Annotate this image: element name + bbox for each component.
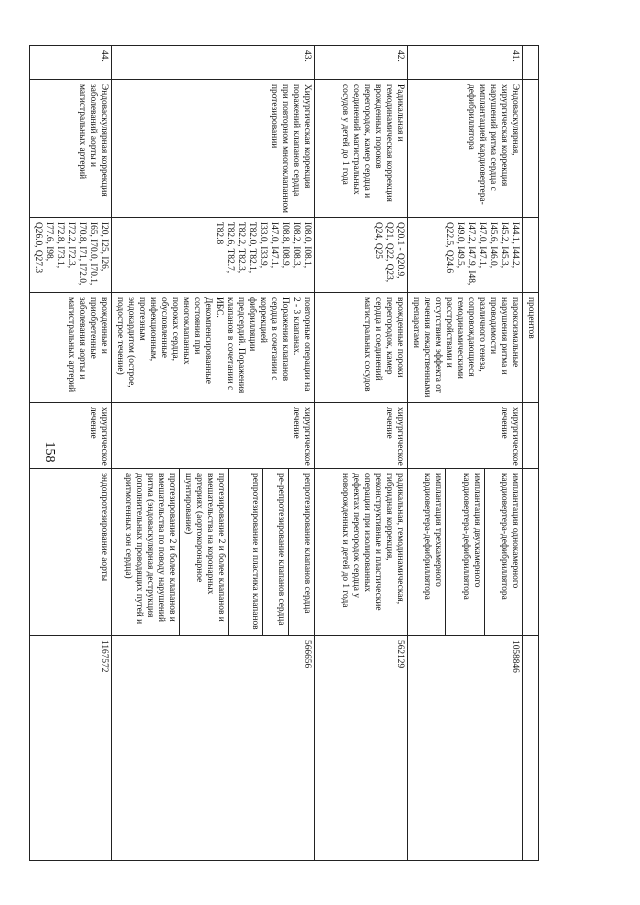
procedures-table xyxy=(29,45,539,861)
row-number: 41. xyxy=(408,46,523,80)
cost-value: 562129 xyxy=(315,636,408,861)
icd-codes: I20, I25, I26, I65, I70.0, I70.1, I70.8, I71, I72.0, I72.2, I72.3, I72.8, I73.1, I77.6, I98, Q26.0, Q27.3 xyxy=(30,218,112,293)
method-item: радикальная, гемодинамическая, гибридная коррекция, реконструктивные и пластические операции при изолированных дефектах перегородок сердца у новорожденных и детей до 1 года xyxy=(340,473,405,611)
method-item: протезирование 2 и более клапанов и вмешательства по поводу нарушений ритма (эндоваскулярная деструкция дополнительных проводящих путей и аритмогенных зон сердца) xyxy=(112,469,180,635)
procedure-name: Хирургическая коррекция поражений клапанов сердца при повторном многоклапанном протезировании xyxy=(112,80,315,218)
icd-codes: I08.0, I08.1, I08.2, I08.3, I08.8, I08.9, I47.0, I47.1, I33.0, I33.9, T82.0, T82.1, T82.2, T82.3, T82.6, T82.7, T82.8 xyxy=(112,218,315,293)
table-row xyxy=(315,46,408,861)
header-cell-diagnosis xyxy=(523,293,539,403)
method-item: репротезирование клапанов сердца xyxy=(302,473,312,614)
header-cell-empty xyxy=(523,469,539,636)
method-item: репротезирование и пластика клапанов xyxy=(229,469,262,635)
procedure-name: Эндоваскулярная, хирургическая коррекция нарушений ритма сердца с имплантацией кардиовертера-дефибриллятора xyxy=(408,80,523,218)
diagnosis: повторные операции на 2 - 3 клапанах. Поражения клапанов сердца в сочетании с коррекцией фибрилляции предсердий. Поражения клапанов в сочетании с ИБС. Декомпенсированные состояния при многоклапанных пороках сердца, обусловленные инфекционным, протезным эндокардитом (острое, подострое течение) xyxy=(112,293,315,403)
row-number: 42. xyxy=(315,46,408,80)
procedure-name: Радикальная и гемодинамическая коррекция врожденных пороков перегородок, камер сердца и соединений магистральных сосудов у детей до 1 года xyxy=(315,80,408,218)
cost-value: 1058846 xyxy=(408,636,523,861)
methods-cell xyxy=(315,469,408,636)
header-diagnosis-text: процентов xyxy=(526,297,536,339)
methods-cell xyxy=(112,469,315,636)
row-number: 44. xyxy=(30,46,112,80)
icd-codes: I44.1, I44.2, I45.2, I45.3, I45.6, I46.0, I47.0, I47.1, I47.2, I47.9, I48, I49.0, I49.5, Q22.5, Q24.6 xyxy=(408,218,523,293)
method-item: ре-репротезирование клапанов сердца xyxy=(263,469,289,635)
table-row xyxy=(30,46,112,861)
icd-codes: Q20.1 - Q20.9, Q21, Q22, Q23, Q24, Q25 xyxy=(315,218,408,293)
page-number: 158 xyxy=(42,441,57,463)
table-header-row xyxy=(523,46,539,861)
table-row xyxy=(112,46,315,861)
method-item: эндопротезирование аорты xyxy=(99,473,109,582)
treatment-type: хирургическое лечение xyxy=(30,403,112,469)
header-cell-empty xyxy=(523,46,539,80)
header-cell-empty xyxy=(523,218,539,293)
treatment-type: хирургическое лечение xyxy=(408,403,523,469)
methods-cell xyxy=(30,469,112,636)
method-item: протезирование 2 и более клапанов и вмешательства на коронарных артериях (аортокоронарное шунтирование) xyxy=(180,469,229,635)
header-cell-empty xyxy=(523,636,539,861)
treatment-type: хирургическое лечение xyxy=(112,403,315,469)
method-item: имплантация однокамерного кардиовертера-дефибриллятора xyxy=(499,473,520,600)
diagnosis: врожденные и приобретенные заболевания аорты и магистральных артерий xyxy=(30,293,112,403)
header-cell-empty xyxy=(523,80,539,218)
table-row xyxy=(408,46,523,861)
cost-value: 566656 xyxy=(112,636,315,861)
procedure-name: Эндоваскулярная коррекция заболеваний аорты и магистральных артерий xyxy=(30,80,112,218)
cost-value: 1167572 xyxy=(30,636,112,861)
method-item: имплантация трехкамерного кардиовертера-дефибриллятора xyxy=(408,469,446,635)
treatment-type: хирургическое лечение xyxy=(315,403,408,469)
method-item: имплантация двухкамерного кардиовертера-дефибриллятора xyxy=(446,469,484,635)
row-number: 43. xyxy=(112,46,315,80)
diagnosis: пароксизмальные нарушения ритма и проводимости различного генеза, сопровождающиеся гемодинамическими расстройствами и отсутствием эффекта от лечения лекарственными препаратами xyxy=(408,293,523,403)
diagnosis: врожденные пороки перегородок, камер сердца и соединений магистральных сосудов xyxy=(315,293,408,403)
header-cell-empty xyxy=(523,403,539,469)
methods-cell xyxy=(408,469,523,636)
